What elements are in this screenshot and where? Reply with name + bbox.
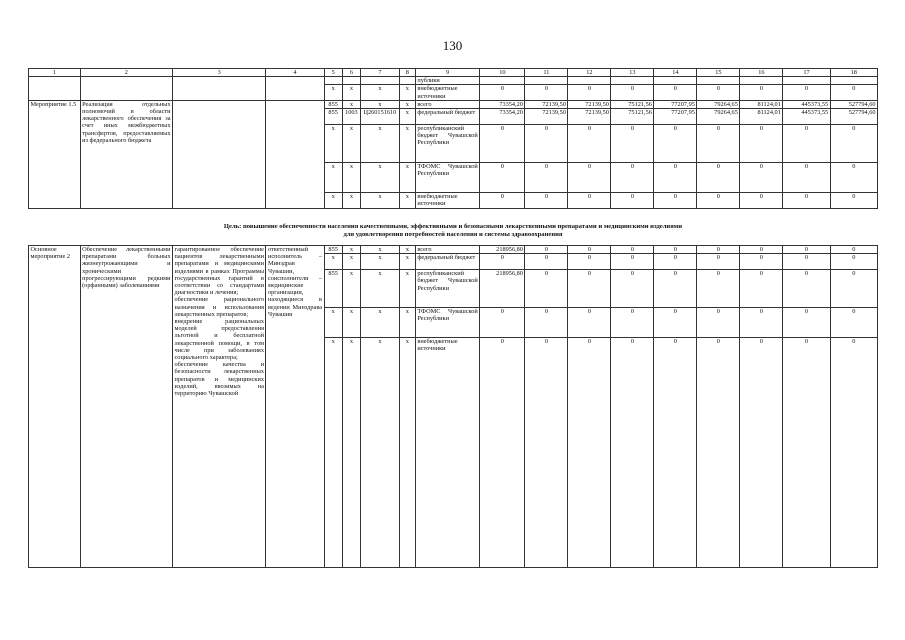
cell-blank (80, 77, 172, 101)
cell-csr: х (361, 246, 400, 254)
cell-value: 0 (480, 85, 525, 100)
cell-value: 0 (697, 270, 740, 308)
cell-rz-pr (342, 77, 360, 85)
cell-blank (266, 77, 324, 101)
column-header: 8 (399, 69, 415, 77)
main-event-executor: ответственный исполнитель – Минздрав Чувашии, соисполнители – медицинские организации, находящиеся в ведении Минздрава Чувашии (266, 246, 324, 568)
cell-funding-source: внебюджетные источники (415, 338, 479, 568)
column-header: 11 (525, 69, 568, 77)
cell-value (611, 77, 654, 85)
cell-blank (173, 77, 266, 101)
cell-value (783, 77, 830, 85)
cell-value: 527794,60 (830, 109, 877, 125)
cell-value: 0 (611, 270, 654, 308)
cell-gr: 855 (324, 270, 342, 308)
column-header: 3 (173, 69, 266, 77)
cell-value: 0 (697, 246, 740, 254)
cell-value: 0 (654, 246, 697, 254)
cell-value: 72139,50 (525, 109, 568, 125)
cell-funding-source: республиканский бюджет Чувашской Республики (415, 270, 479, 308)
cell-csr: х (361, 193, 400, 209)
column-header: 12 (568, 69, 611, 77)
cell-rz-pr: х (342, 270, 360, 308)
financing-table (28, 68, 878, 568)
cell-value: 0 (830, 270, 877, 308)
cell-value: 0 (654, 125, 697, 163)
cell-value: 0 (480, 308, 525, 338)
cell-value: 0 (525, 163, 568, 193)
cell-value: 0 (568, 193, 611, 209)
cell-gr: х (324, 85, 342, 100)
table-body (29, 69, 878, 568)
cell-rz-pr: х (342, 125, 360, 163)
main-event-description: Обеспечение лекарственными препаратами больных жизнеугрожающими и хроническими прогрессирующими редкими (орфанными) заболеваниями (80, 246, 172, 568)
cell-value: 0 (830, 254, 877, 270)
cell-vr: х (399, 109, 415, 125)
cell-gr: х (324, 308, 342, 338)
cell-value: 0 (783, 246, 830, 254)
cell-value: 0 (654, 85, 697, 100)
cell-gr: 855 (324, 100, 342, 108)
cell-value: 0 (611, 85, 654, 100)
cell-value: 0 (611, 193, 654, 209)
cell-value: 0 (783, 193, 830, 209)
cell-rz-pr: х (342, 85, 360, 100)
column-header: 17 (783, 69, 830, 77)
cell-gr: 855 (324, 246, 342, 254)
cell-value: 0 (783, 308, 830, 338)
cell-value: 0 (480, 193, 525, 209)
cell-value: 77207,95 (654, 100, 697, 108)
column-header: 15 (697, 69, 740, 77)
cell-value: 0 (611, 163, 654, 193)
cell-value: 0 (525, 338, 568, 568)
cell-vr: х (399, 125, 415, 163)
cell-value: 218956,80 (480, 246, 525, 254)
cell-gr (324, 77, 342, 85)
cell-value: 0 (740, 85, 783, 100)
cell-value: 0 (783, 125, 830, 163)
cell-rz-pr: х (342, 254, 360, 270)
goal-row (29, 209, 878, 246)
cell-value: 0 (783, 85, 830, 100)
cell-value (697, 77, 740, 85)
cell-value: 0 (783, 163, 830, 193)
cell-value: 0 (480, 338, 525, 568)
cell-gr: 855 (324, 109, 342, 125)
cell-csr: х (361, 338, 400, 568)
cell-value: 75121,56 (611, 100, 654, 108)
cell-value: 0 (740, 246, 783, 254)
cell-value: 0 (568, 85, 611, 100)
cell-value: 0 (480, 163, 525, 193)
cell-value (830, 77, 877, 85)
cell-value: 0 (611, 125, 654, 163)
cell-value: 0 (830, 308, 877, 338)
table-row (29, 100, 878, 108)
cell-funding-source: всего (415, 100, 479, 108)
column-header: 18 (830, 69, 877, 77)
cell-value: 0 (830, 163, 877, 193)
event-name: Мероприятие 1.5 (29, 100, 81, 208)
header-row (29, 69, 878, 77)
cell-value (568, 77, 611, 85)
cell-value: 0 (697, 125, 740, 163)
cell-value: 0 (697, 163, 740, 193)
cell-blank (266, 100, 324, 208)
cell-value: 527794,60 (830, 100, 877, 108)
cell-value: 0 (740, 338, 783, 568)
cell-value: 0 (654, 270, 697, 308)
cell-value: 0 (740, 125, 783, 163)
cell-value: 0 (480, 254, 525, 270)
cell-rz-pr: 1003 (342, 109, 360, 125)
cell-csr: х (361, 125, 400, 163)
cell-value: 0 (740, 254, 783, 270)
table-row (29, 246, 878, 254)
cell-value: 73354,20 (480, 109, 525, 125)
cell-value: 0 (525, 125, 568, 163)
cell-csr: х (361, 254, 400, 270)
cell-vr: х (399, 270, 415, 308)
cell-value: 0 (568, 254, 611, 270)
cell-value: 0 (697, 85, 740, 100)
cell-value: 0 (568, 338, 611, 568)
cell-value: 77207,95 (654, 109, 697, 125)
cell-value: 0 (697, 254, 740, 270)
cell-value: 0 (480, 125, 525, 163)
cell-value: 73354,20 (480, 100, 525, 108)
cell-value: 0 (740, 163, 783, 193)
column-header: 4 (266, 69, 324, 77)
cell-value: 0 (654, 338, 697, 568)
cell-value: 0 (568, 270, 611, 308)
column-header: 13 (611, 69, 654, 77)
cell-blank (29, 77, 81, 101)
cell-rz-pr: х (342, 193, 360, 209)
cell-vr: х (399, 85, 415, 100)
column-header: 2 (80, 69, 172, 77)
column-header: 6 (342, 69, 360, 77)
cell-csr (361, 77, 400, 85)
cell-value: 72139,50 (568, 100, 611, 108)
cell-blank (173, 100, 266, 208)
cell-vr: х (399, 338, 415, 568)
cell-gr: х (324, 254, 342, 270)
cell-value: 0 (740, 193, 783, 209)
cell-value: 0 (783, 254, 830, 270)
cell-value: 0 (525, 270, 568, 308)
cell-value: 81124,01 (740, 100, 783, 108)
cell-value: 0 (654, 254, 697, 270)
cell-value: 0 (525, 254, 568, 270)
cell-funding-source: публики (415, 77, 479, 85)
cell-value (480, 77, 525, 85)
cell-value: 0 (611, 246, 654, 254)
cell-value: 0 (830, 246, 877, 254)
cell-funding-source: федеральный бюджет (415, 254, 479, 270)
cell-value (654, 77, 697, 85)
cell-value: 0 (654, 163, 697, 193)
cell-funding-source: федеральный бюджет (415, 109, 479, 125)
cell-value: 0 (740, 308, 783, 338)
cell-value: 0 (568, 163, 611, 193)
cell-value: 218956,80 (480, 270, 525, 308)
main-event-name: Основное мероприятие 2 (29, 246, 81, 568)
cell-value: 79264,65 (697, 109, 740, 125)
event-description: Реализация отдельных полномочий в области лекарственного обеспечения за счет иных межбюджетных трансфертов, предоставляемых из федерального бюджета (80, 100, 172, 208)
cell-funding-source: внебюджетные источники (415, 193, 479, 209)
column-header: 10 (480, 69, 525, 77)
cell-value: 445373,55 (783, 109, 830, 125)
cell-csr: х (361, 100, 400, 108)
cell-value: 0 (611, 308, 654, 338)
cell-value: 0 (525, 85, 568, 100)
cell-value: 0 (568, 125, 611, 163)
cell-value: 0 (525, 193, 568, 209)
cell-value: 0 (830, 193, 877, 209)
cell-csr: х (361, 85, 400, 100)
cell-rz-pr: х (342, 246, 360, 254)
cell-value: 0 (783, 270, 830, 308)
cell-funding-source: внебюджетные источники (415, 85, 479, 100)
cell-rz-pr: х (342, 338, 360, 568)
cell-value: 0 (568, 246, 611, 254)
cell-funding-source: республиканский бюджет Чувашской Республики (415, 125, 479, 163)
main-event-result: гарантированное обеспечение пациентов лекарственными препаратами и медицинскими изделиями в рамках Программы государственных гарантий в соответствии со стандартами диагностики и лечения; обеспечение рационального назначения и использования лекарственных препаратов; внедрение рациональных моделей предоставления льготной и бесплатной лекарственной помощи, в том числе при заболеваниях социального характера; обеспечение качества и безопасности лекарственных препаратов и медицинских изделий, ввозимых на территорию Чувашской (173, 246, 266, 568)
cell-value: 75121,56 (611, 109, 654, 125)
cell-value: 0 (654, 193, 697, 209)
cell-value: 445373,55 (783, 100, 830, 108)
cell-rz-pr: х (342, 308, 360, 338)
cell-rz-pr: х (342, 163, 360, 193)
cell-value: 0 (525, 246, 568, 254)
cell-csr: х (361, 308, 400, 338)
cell-funding-source: ТФОМС Чувашской Республики (415, 308, 479, 338)
cell-value: 81124,01 (740, 109, 783, 125)
column-header: 7 (361, 69, 400, 77)
cell-value: 79264,65 (697, 100, 740, 108)
table-row (29, 77, 878, 85)
cell-csr: х (361, 270, 400, 308)
cell-funding-source: всего (415, 246, 479, 254)
goal-text: Цель: повышение обеспеченности населения качественными, эффективными и безопасными лекарственными препаратами и медицинскими изделиями для удовлетворения потребностей населения и системы здравоохранения (223, 223, 683, 239)
cell-vr: х (399, 246, 415, 254)
cell-vr: х (399, 100, 415, 108)
cell-value: 0 (568, 308, 611, 338)
column-header: 16 (740, 69, 783, 77)
cell-value (525, 77, 568, 85)
cell-value (740, 77, 783, 85)
cell-vr (399, 77, 415, 85)
cell-value: 72139,50 (525, 100, 568, 108)
cell-value: 0 (740, 270, 783, 308)
cell-csr: х (361, 163, 400, 193)
cell-csr: Ц260151610 (361, 109, 400, 125)
cell-value: 0 (830, 85, 877, 100)
cell-vr: х (399, 163, 415, 193)
cell-gr: х (324, 338, 342, 568)
cell-value: 0 (697, 193, 740, 209)
column-header: 1 (29, 69, 81, 77)
cell-value: 0 (525, 308, 568, 338)
cell-gr: х (324, 193, 342, 209)
cell-vr: х (399, 254, 415, 270)
page-number: 130 (442, 38, 463, 53)
cell-value: 0 (654, 308, 697, 338)
cell-value: 0 (830, 338, 877, 568)
column-header: 5 (324, 69, 342, 77)
cell-rz-pr: х (342, 100, 360, 108)
cell-value: 0 (611, 338, 654, 568)
cell-gr: х (324, 125, 342, 163)
column-header: 14 (654, 69, 697, 77)
cell-funding-source: ТФОМС Чувашской Республики (415, 163, 479, 193)
cell-value: 0 (697, 338, 740, 568)
cell-value: 72139,50 (568, 109, 611, 125)
cell-value: 0 (783, 338, 830, 568)
cell-value: 0 (830, 125, 877, 163)
cell-value: 0 (611, 254, 654, 270)
cell-gr: х (324, 163, 342, 193)
cell-vr: х (399, 193, 415, 209)
cell-vr: х (399, 308, 415, 338)
column-header: 9 (415, 69, 479, 77)
cell-value: 0 (697, 308, 740, 338)
